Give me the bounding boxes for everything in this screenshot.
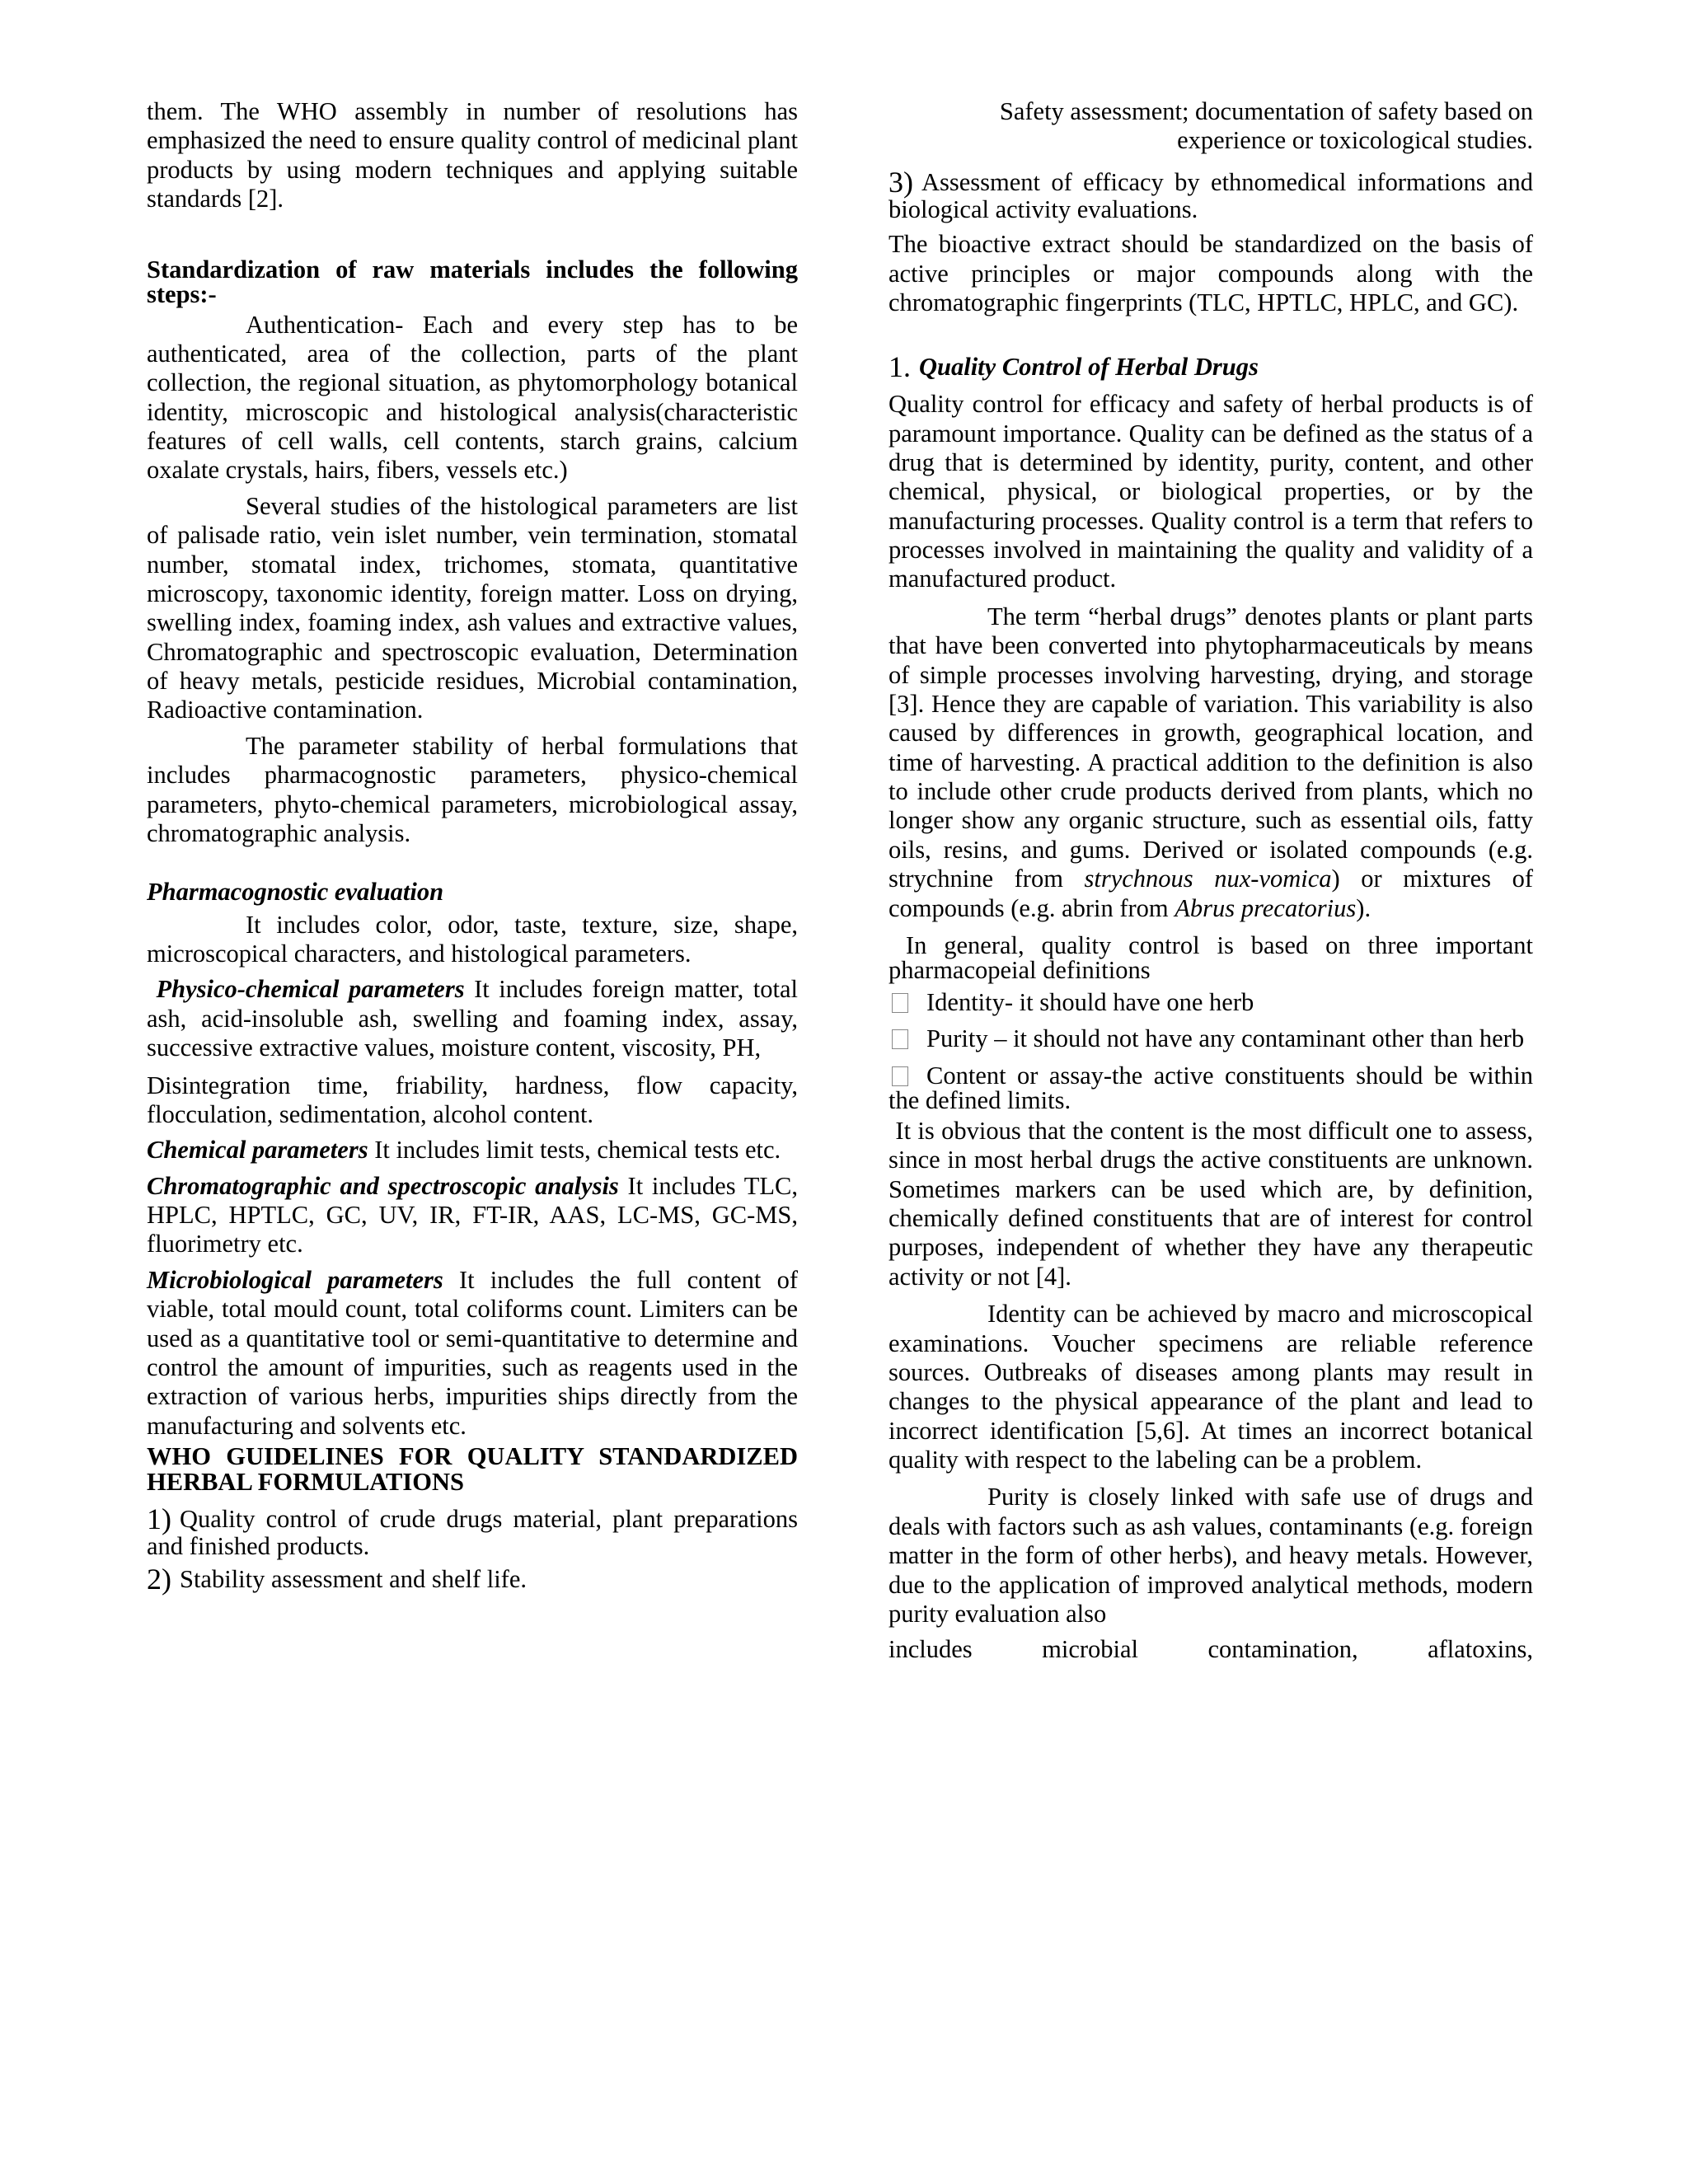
species-name: strychnous nux-vomica <box>1084 865 1332 893</box>
list-item-text: Assessment of efficacy by ethnomedical informations and biological activity evaluations. <box>889 167 1533 223</box>
pharmacognostic-heading: Pharmacognostic evaluation <box>147 878 444 907</box>
physico-chemical-label: Physico-chemical parameters <box>156 975 465 1004</box>
who-guidelines-heading: WHO GUIDELINES FOR QUALITY STANDARDIZED HERBAL FORMULATIONS <box>147 1442 798 1496</box>
checkbox-glyph-icon <box>892 1029 908 1049</box>
definition-bullet <box>889 1026 1533 1052</box>
standardization-heading: Standardization of raw materials includes the following steps:- <box>147 255 798 308</box>
safety-paragraph: Safety assessment; documentation of safety based on experience or toxicological studies. <box>999 97 1533 155</box>
chemical-parameters-text: It includes limit tests, chemical tests etc. <box>368 1136 781 1165</box>
intro-paragraph: them. The WHO assembly in number of resolutions has emphasized the need to ensure quality control of medicinal plant products by using modern techniques and applying suitable standards [2]. <box>147 97 798 213</box>
section-heading <box>889 350 1533 385</box>
bioactive-paragraph: The bioactive extract should be standardized on the basis of active principles or major compounds along with the chromatographic fingerprints (TLC, HPTLC, HPLC, and GC). <box>889 230 1533 316</box>
definition-bullet <box>889 1063 1533 1113</box>
efficacy-list-item <box>889 167 1533 223</box>
general-definitions-paragraph <box>889 930 1533 985</box>
herbal-drugs-text: ) or mixtures of compounds (e.g. abrin from <box>889 865 1533 922</box>
content-assessment-text: It is obvious that the content is the most difficult one to assess, since in most herbal drugs the active constituents are unknown. Sometimes markers can be used which are, by definition, chemically defined constituents that are of interest for control purposes, independent of whether they have any therapeutic activity or not [4]. <box>889 1116 1533 1291</box>
list-number: 1) <box>147 1502 171 1535</box>
herbal-drugs-paragraph <box>889 602 1533 923</box>
chromatographic-text: It includes TLC, HPLC, HPTLC, GC, UV, IR, FT-IR, AAS, LC-MS, GC-MS, fluorimetry etc. <box>147 1171 798 1258</box>
stability-paragraph: The parameter stability of herbal formulations that includes pharmacognostic parameters, physico-chemical parameters, phyto-chemical parameters, microbiological assay, chromatographic analysis. <box>147 731 798 847</box>
bullet-text: Content or assay-the active constituents should be within the defined limits. <box>889 1061 1533 1115</box>
physico-chemical-paragraph <box>147 975 798 1062</box>
microbiological-paragraph <box>147 1266 798 1441</box>
list-item-text: Stability assessment and shelf life. <box>180 1564 527 1593</box>
pharmacognostic-paragraph: It includes color, odor, taste, texture, size, shape, microscopical characters, and histological parameters. <box>147 910 798 968</box>
checkbox-glyph-icon <box>892 1066 908 1086</box>
list-number: 2) <box>147 1562 171 1596</box>
section-number: 1. <box>889 350 911 384</box>
chromatographic-label: Chromatographic and spectroscopic analysis <box>147 1171 619 1200</box>
who-list-item <box>147 1564 798 1594</box>
chromatographic-paragraph <box>147 1172 798 1259</box>
chemical-parameters-paragraph <box>147 1136 798 1165</box>
quality-control-paragraph: Quality control for efficacy and safety of herbal products is of paramount importance. Quality can be defined as the status of a drug that is determined by identity, purity, content, and other chemical, physical, or biological properties, or by the manufacturing processes. Quality control is a term that refers to processes involved in maintaining the quality and validity of a manufactured product. <box>889 390 1533 593</box>
content-assessment-paragraph <box>889 1117 1533 1291</box>
right-column <box>889 97 1533 1665</box>
histological-paragraph: Several studies of the histological parameters are list of palisade ratio, vein islet number, vein termination, stomatal number, stomatal index, trichomes, stomata, quantitative microscopy, taxonomic identity, foreign matter. Loss on drying, swelling index, foaming index, ash values and extractive values, Chromatographic and spectroscopic evaluation, Determination of heavy metals, pesticide residues, Microbial contamination, Radioactive contamination. <box>147 491 798 724</box>
chemical-parameters-label: Chemical parameters <box>147 1136 368 1165</box>
purity-paragraph: Purity is closely linked with safe use of drugs and deals with factors such as ash values, contaminants (e.g. foreign matter in the form of other herbs), and heavy metals. However, due to the application of improved analytical methods, modern purity evaluation also <box>889 1483 1533 1628</box>
list-item-text: Quality control of crude drugs material, plant preparations and finished products. <box>147 1505 798 1560</box>
identity-paragraph: Identity can be achieved by macro and microscopical examinations. Voucher specimens are reliable reference sources. Outbreaks of diseases among plants may result in changes to the physical appearance of the plant and lead to incorrect identification [5,6]. At times an incorrect botanical quality with respect to the labeling can be a problem. <box>889 1300 1533 1474</box>
species-name: Abrus precatorius <box>1175 893 1357 922</box>
microbiological-label: Microbiological parameters <box>147 1265 443 1294</box>
physico-chemical-text: It includes foreign matter, total ash, acid-insoluble ash, swelling and foaming index, assay, successive extractive values, moisture content, viscosity, PH, <box>147 975 798 1062</box>
general-definitions-text: In general, quality control is based on three important pharmacopeial definitions <box>889 930 1533 985</box>
microbiological-text: It includes the full content of viable, total mould count, total coliforms count. Limiters can be used as a quantitative tool or semi-quantitative to determine and control the amount of impurities, such as reagents used in the extraction of various herbs, impurities ships directly from the manufacturing and solvents etc. <box>147 1265 798 1440</box>
list-number: 3) <box>889 165 913 199</box>
bullet-text: Identity- it should have one herb <box>926 987 1254 1016</box>
authentication-paragraph: Authentication- Each and every step has to be authenticated, area of the collection, parts of the plant collection, the regional situation, as phytomorphology botanical identity, microscopic and histological analysis(characteristic features of cell walls, cell contents, starch grains, calcium oxalate crystals, hairs, fibers, vessels etc.) <box>147 310 798 485</box>
includes-line: includes microbial contamination, aflatoxins, <box>889 1635 1533 1664</box>
who-list-item <box>147 1504 798 1559</box>
checkbox-glyph-icon <box>892 993 908 1013</box>
herbal-drugs-text: The term “herbal drugs” denotes plants or plant parts that have been converted into phytopharmaceuticals by means of simple processes involving harvesting, drying, and storage [3]. Hence they are capable of variation. This variability is also caused by differences in growth, geographical location, and time of harvesting. A practical addition to the definition is also to include other crude products derived from plants, which no longer show any organic structure, such as essential oils, fatty oils, resins, and gums. Derived or isolated compounds (e.g. strychnine from <box>889 602 1533 893</box>
definition-bullet <box>889 987 1533 1016</box>
section-title: Quality Control of Herbal Drugs <box>919 353 1259 382</box>
bullet-text: Purity – it should not have any contaminant other than herb <box>926 1024 1525 1053</box>
disintegration-paragraph: Disintegration time, friability, hardness, flow capacity, flocculation, sedimentation, alcohol content. <box>147 1071 798 1128</box>
left-column <box>147 97 798 1594</box>
herbal-drugs-text: ). <box>1356 893 1372 922</box>
